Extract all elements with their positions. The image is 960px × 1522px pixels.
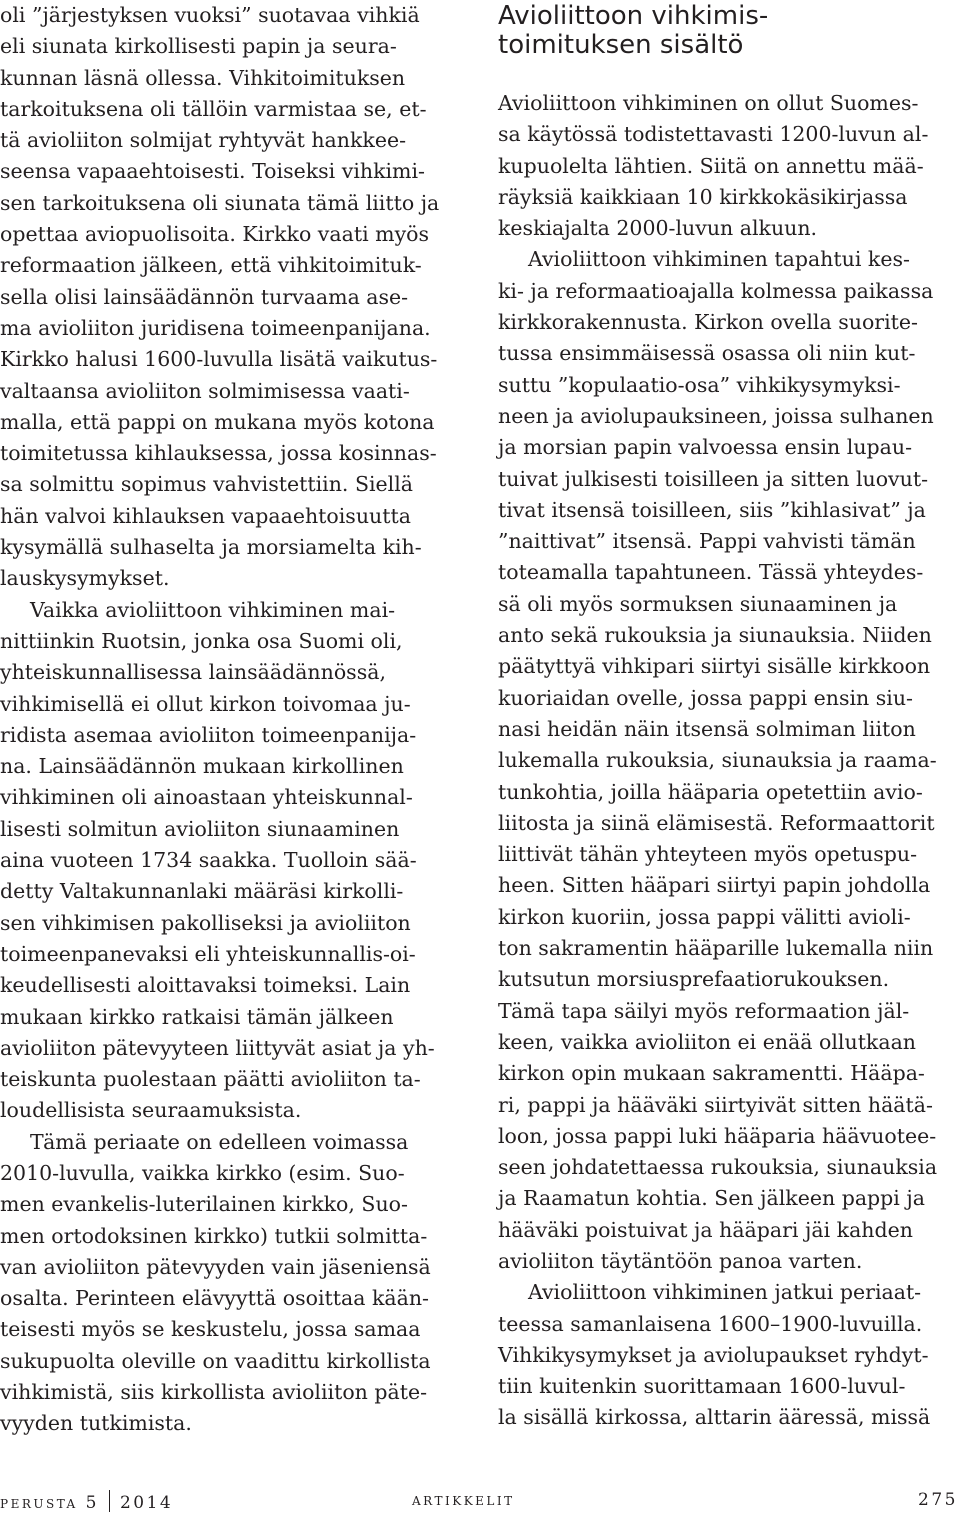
text-line: kysymällä sulhaselta ja morsiamelta kih- bbox=[0, 535, 422, 560]
paragraph bbox=[0, 595, 460, 1127]
text-line: tä avioliiton solmijat ryhtyvät hankkee- bbox=[0, 128, 407, 153]
text-line: ton sakramentin hääparille lukemalla niin bbox=[498, 936, 934, 961]
right-column bbox=[498, 0, 958, 1434]
text-line: toteamalla tapahtuneen. Tässä yhteydes- bbox=[498, 560, 924, 585]
text-line: keskiajalta 2000-luvun alkuun. bbox=[498, 216, 818, 241]
text-line: loon, jossa pappi luki hääparia häävuotee- bbox=[498, 1123, 937, 1148]
text-line: tivat itsensä toisilleen, siis ”kihlasivat” ja bbox=[498, 497, 926, 522]
text-line: päätyttyä vihkipari siirtyi sisälle kirkkoon bbox=[498, 654, 931, 679]
text-line: kirkkorakennusta. Kirkon ovella suorite- bbox=[498, 310, 918, 335]
text-line: hääväki poistuivat ja hääpari jäi kahden bbox=[498, 1217, 913, 1242]
section-heading bbox=[498, 2, 958, 88]
text-line: osalta. Perinteen elävyyttä osoittaa kään- bbox=[0, 1286, 429, 1311]
text-line: ri, pappi ja hääväki siirtyivät sitten häätä- bbox=[498, 1092, 933, 1117]
text-line: hän valvoi kihlauksen vapaaehtoisuutta bbox=[0, 503, 411, 528]
text-line: ki- ja reformaatioajalla kolmessa paikassa bbox=[498, 278, 934, 303]
text-line: vihkimistä, siis kirkollista avioliiton päte- bbox=[0, 1380, 428, 1405]
text-line: heen. Sitten hääpari siirtyi papin johdolla bbox=[498, 873, 931, 898]
text-line: kutsutun morsiusprefaatiorukouksen. bbox=[498, 967, 890, 992]
text-line: ja Raamatun kohtia. Sen jälkeen pappi ja bbox=[498, 1186, 925, 1211]
text-line: räyksiä kaikkiaan 10 kirkkokäsikirjassa bbox=[498, 184, 908, 209]
text-line: lisesti solmitun avioliiton siunaaminen bbox=[0, 816, 400, 841]
paragraph bbox=[498, 1277, 958, 1433]
text-line: men evankelis-luterilainen kirkko, Suo- bbox=[0, 1192, 408, 1217]
text-line: tiin kuitenkin suorittamaan 1600-luvul- bbox=[498, 1374, 906, 1399]
text-line: kupuolelta lähtien. Siitä on annettu mää- bbox=[498, 153, 924, 178]
text-line: toimitetussa kihlauksessa, jossa kosinnas- bbox=[0, 441, 437, 466]
paragraph bbox=[498, 88, 958, 244]
text-line: mukaan kirkko ratkaisi tämän jälkeen bbox=[0, 1004, 394, 1029]
text-line: teiskunta puolestaan päätti avioliiton ta- bbox=[0, 1067, 421, 1092]
text-line: tuivat julkisesti toisilleen ja sitten luovut- bbox=[498, 466, 928, 491]
text-line: vyyden tutkimista. bbox=[0, 1411, 192, 1436]
text-line: reformaation jälkeen, että vihkitoimituk- bbox=[0, 253, 422, 278]
text-line: keudellisesti aloittavaksi toimeksi. Lain bbox=[0, 973, 411, 998]
paragraph bbox=[498, 244, 958, 1277]
text-line: ma avioliiton juridisena toimeenpanijana. bbox=[0, 315, 431, 340]
text-line: sa käytössä todistettavasti 1200-luvun al- bbox=[498, 122, 929, 147]
page-footer bbox=[0, 1490, 960, 1520]
text-line: aina vuoteen 1734 saakka. Tuolloin sää- bbox=[0, 848, 417, 873]
text-line: neen ja aviolupauksineen, joissa sulhanen bbox=[498, 403, 934, 428]
text-line: tarkoituksena oli tällöin varmistaa se, et- bbox=[0, 96, 427, 121]
footer-journal bbox=[0, 1490, 173, 1513]
text-line: detty Valtakunnanlaki määräsi kirkolli- bbox=[0, 879, 404, 904]
text-line: men ortodoksinen kirkko) tutkii solmitta- bbox=[0, 1223, 428, 1248]
text-line: Avioliittoon vihkiminen on ollut Suomes- bbox=[498, 91, 919, 115]
text-line: sen vihkimisen pakolliseksi ja avioliiton bbox=[0, 910, 411, 935]
text-line: teessa samanlaisena 1600–1900-luvuilla. bbox=[498, 1311, 923, 1336]
text-line: lukemalla rukouksia, siunauksia ja raama- bbox=[498, 748, 937, 773]
text-line: na. Lainsäädännön mukaan kirkollinen bbox=[0, 754, 404, 779]
text-line: loudellisista seuraamuksista. bbox=[0, 1098, 302, 1123]
text-line: sä oli myös sormuksen siunaaminen ja bbox=[498, 591, 898, 616]
heading-line: Avioliittoon vihkimis- bbox=[498, 1, 769, 31]
journal-name: perusta 5 bbox=[0, 1493, 99, 1513]
text-line: Tämä tapa säilyi myös reformaation jäl- bbox=[498, 998, 910, 1023]
text-line: Vihkikysymykset ja aviolupaukset ryhdyt- bbox=[498, 1342, 929, 1367]
page-number: 275 bbox=[918, 1490, 958, 1510]
footer-section: artikkelit bbox=[412, 1490, 515, 1510]
paragraph bbox=[0, 0, 460, 595]
text-line: Kirkko halusi 1600-luvulla lisätä vaikutus- bbox=[0, 347, 438, 372]
text-line: avioliiton täytäntöön panoa varten. bbox=[498, 1248, 863, 1273]
text-line: kirkon kuoriin, jossa pappi välitti avioli- bbox=[498, 904, 911, 929]
text-line: Avioliittoon vihkiminen jatkui periaat- bbox=[528, 1280, 922, 1305]
text-line: yhteiskunnallisessa lainsäädännössä, bbox=[0, 660, 386, 685]
text-line: nittiinkin Ruotsin, jonka osa Suomi oli, bbox=[0, 628, 403, 653]
text-line: tussa ensimmäisessä osassa oli niin kut- bbox=[498, 341, 916, 366]
text-line: sella olisi lainsäädännön turvaama ase- bbox=[0, 284, 409, 309]
text-line: sukupuolta oleville on vaadittu kirkollista bbox=[0, 1348, 431, 1373]
text-line: eli siunata kirkollisesti papin ja seura- bbox=[0, 34, 397, 59]
text-line: Tämä periaate on edelleen voimassa bbox=[30, 1129, 409, 1154]
text-line: 2010-luvulla, vaikka kirkko (esim. Suo- bbox=[0, 1160, 405, 1185]
text-line: suttu ”kopulaatio-osa” vihkikysymyksi- bbox=[498, 372, 901, 397]
text-line: sen tarkoituksena oli siunata tämä liitto ja bbox=[0, 190, 440, 215]
text-line: ridista asemaa avioliiton toimeenpanija- bbox=[0, 722, 417, 747]
text-line: opettaa aviopuolisoita. Kirkko vaati myös bbox=[0, 222, 430, 247]
right-column-body bbox=[498, 88, 958, 1434]
text-line: la sisällä kirkossa, alttarin ääressä, missä bbox=[498, 1405, 931, 1430]
text-line: sa solmittu sopimus vahvistettiin. Siellä bbox=[0, 472, 414, 497]
text-line: tunkohtia, joilla hääparia opetettiin avio- bbox=[498, 779, 923, 804]
text-line: avioliiton pätevyyteen liittyvät asiat ja yh- bbox=[0, 1035, 435, 1060]
text-line: malla, että pappi on mukana myös kotona bbox=[0, 409, 435, 434]
text-line: Vaikka avioliittoon vihkiminen mai- bbox=[30, 597, 396, 622]
journal-year: 2014 bbox=[119, 1493, 174, 1513]
text-line: van avioliiton pätevyyden vain jäseniensä bbox=[0, 1254, 431, 1279]
text-line: oli ”järjestyksen vuoksi” suotavaa vihkiä bbox=[0, 3, 420, 27]
text-line: kunnan läsnä ollessa. Vihkitoimituksen bbox=[0, 65, 406, 90]
text-line: valtaansa avioliiton solmimisessa vaati- bbox=[0, 378, 410, 403]
text-line: seensa vapaaehtoisesti. Toiseksi vihkimi- bbox=[0, 159, 425, 184]
text-line: liittivät tähän yhteyteen myös opetuspu- bbox=[498, 842, 918, 867]
text-line: Avioliittoon vihkiminen tapahtui kes- bbox=[528, 247, 910, 272]
text-line: toimeenpanevaksi eli yhteiskunnallis-oi- bbox=[0, 941, 416, 966]
text-line: nasi heidän näin itsensä solmiman liiton bbox=[498, 716, 916, 741]
footer-divider bbox=[109, 1490, 110, 1512]
left-column bbox=[0, 0, 460, 1440]
text-line: liitosta ja siinä elämisestä. Reformaattorit bbox=[498, 810, 935, 835]
text-line: kuoriaidan ovelle, jossa pappi ensin siu- bbox=[498, 685, 913, 710]
paragraph bbox=[0, 1127, 460, 1440]
heading-line: toimituksen sisältö bbox=[498, 30, 744, 60]
text-line: teisesti myös se keskustelu, jossa samaa bbox=[0, 1317, 421, 1342]
text-line: vihkiminen oli ainoastaan yhteiskunnal- bbox=[0, 785, 413, 810]
text-line: anto sekä rukouksia ja siunauksia. Niiden bbox=[498, 623, 932, 648]
text-line: keen, vaikka avioliiton ei enää ollutkaan bbox=[498, 1029, 916, 1054]
text-line: lauskysymykset. bbox=[0, 566, 170, 591]
text-line: ja morsian papin valvoessa ensin lupau- bbox=[498, 435, 912, 460]
text-line: kirkon opin mukaan sakramentti. Hääpa- bbox=[498, 1061, 925, 1086]
text-line: ”naittivat” itsensä. Pappi vahvisti tämän bbox=[498, 529, 916, 554]
text-line: seen johdatettaessa rukouksia, siunauksia bbox=[498, 1155, 938, 1180]
text-line: vihkimisellä ei ollut kirkon toivomaa ju- bbox=[0, 691, 411, 716]
